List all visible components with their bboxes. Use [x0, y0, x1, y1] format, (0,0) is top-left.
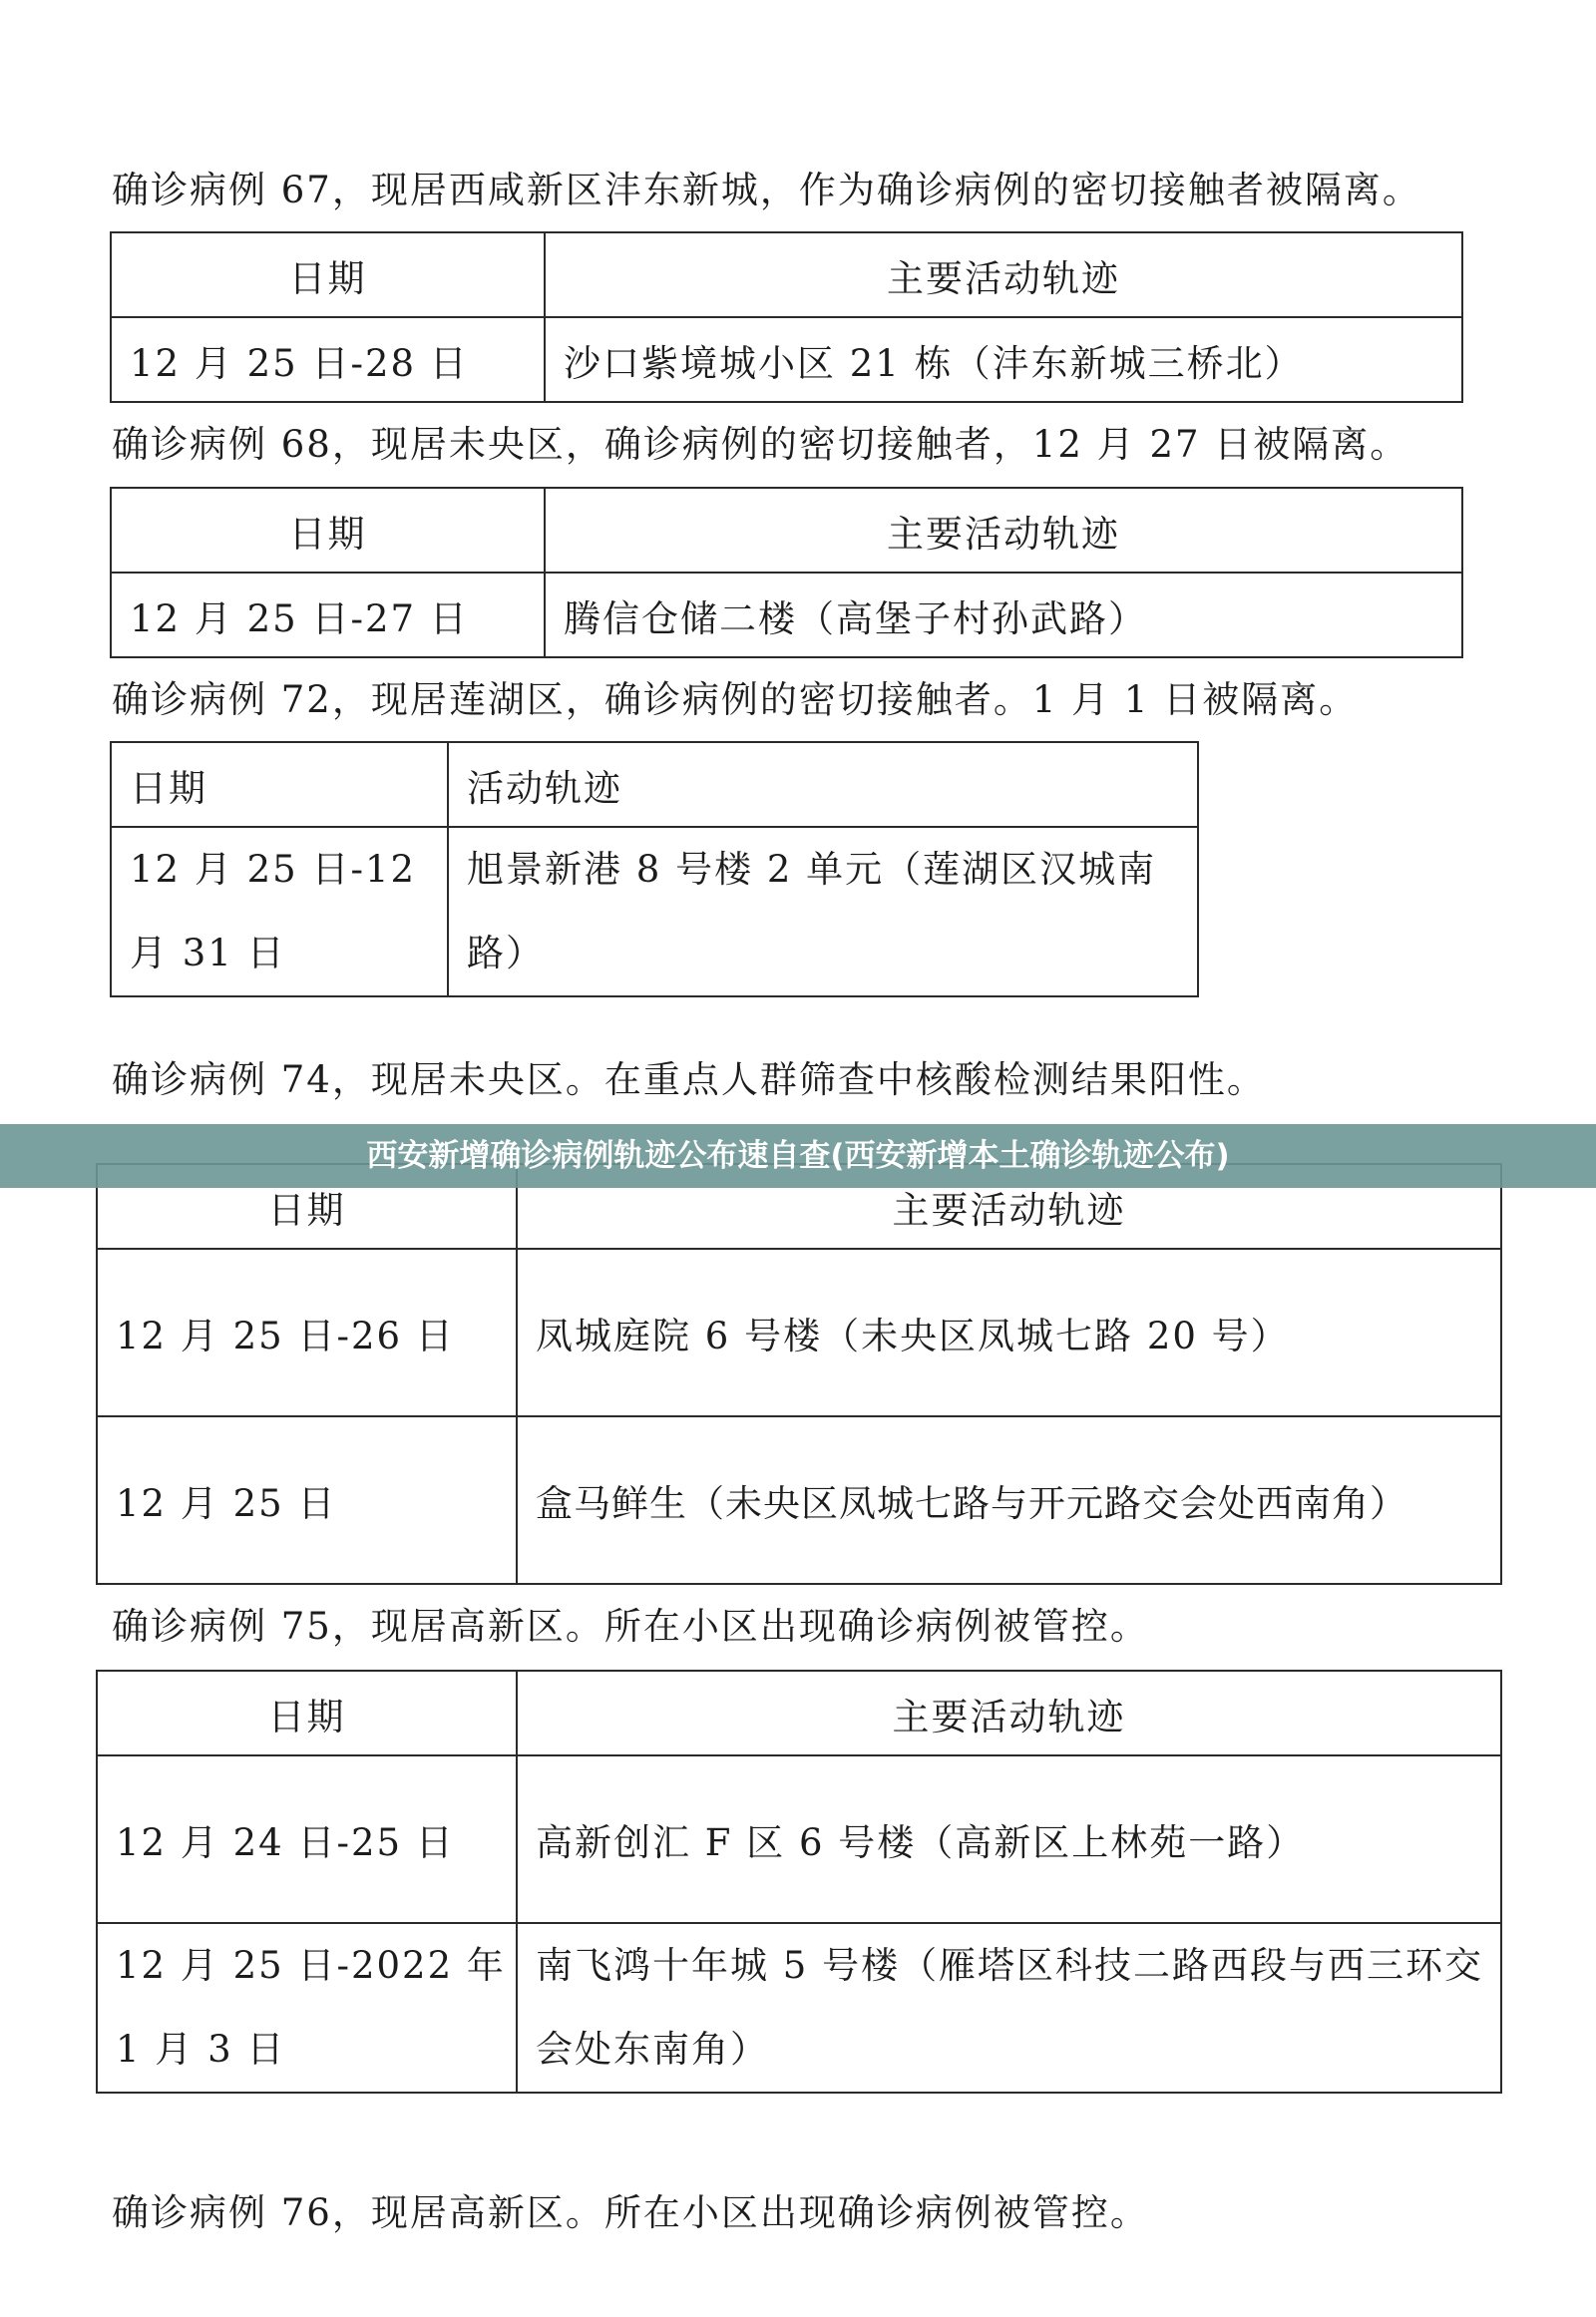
activity-cell: 高新创汇 F 区 6 号楼（高新区上林苑一路）: [517, 1755, 1501, 1923]
case-68-intro: 确诊病例 68，现居未央区，确诊病例的密切接触者，12 月 27 日被隔离。: [112, 423, 1409, 466]
date-cell: 12 月 25 日-26 日: [97, 1249, 517, 1416]
date-header: 日期: [111, 232, 545, 317]
activity-header: 主要活动轨迹: [545, 232, 1462, 317]
date-header: 日期: [111, 488, 545, 573]
activity-cell: 沙口紫境城小区 21 栋（沣东新城三桥北）: [545, 317, 1462, 402]
activity-header: 活动轨迹: [448, 742, 1198, 827]
activity-cell: 南飞鸿十年城 5 号楼（雁塔区科技二路西段与西三环交会处东南角）: [536, 1944, 1484, 2071]
activity-header: 主要活动轨迹: [545, 488, 1462, 573]
activity-cell: 盒马鲜生（未央区凤城七路与开元路交会处西南角）: [517, 1416, 1501, 1584]
case-67-table: [110, 231, 1463, 403]
activity-cell: 凤城庭院 6 号楼（未央区凤城七路 20 号）: [517, 1249, 1501, 1416]
table-row: [97, 1416, 1501, 1584]
date-cell: 12 月 25 日: [97, 1416, 517, 1584]
activity-cell: 腾信仓储二楼（高堡子村孙武路）: [545, 573, 1462, 657]
table-row: [97, 1249, 1501, 1416]
table-header-row: [111, 232, 1462, 317]
case-74-table: [96, 1163, 1502, 1585]
case-72-table: [110, 741, 1199, 997]
case-68-table: [110, 487, 1463, 658]
title-banner: 西安新增确诊病例轨迹公布速自查(西安新增本土确诊轨迹公布): [0, 1124, 1596, 1188]
date-header: 日期: [97, 1671, 517, 1755]
table-row: [97, 1755, 1501, 1923]
table-header-row: [111, 742, 1198, 827]
case-75-intro: 确诊病例 75，现居高新区。所在小区出现确诊病例被管控。: [112, 1605, 1149, 1648]
date-cell: 12 月 25 日-28 日: [111, 317, 545, 402]
activity-header: 主要活动轨迹: [517, 1671, 1501, 1755]
table-row: [111, 827, 1198, 996]
case-72-intro: 确诊病例 72，现居莲湖区，确诊病例的密切接触者。1 月 1 日被隔离。: [112, 678, 1359, 721]
table-header-row: [111, 488, 1462, 573]
table-row: [111, 573, 1462, 657]
case-74-intro: 确诊病例 74，现居未央区。在重点人群筛查中核酸检测结果阳性。: [112, 1058, 1266, 1101]
table-row: [111, 317, 1462, 402]
case-75-table: [96, 1670, 1502, 2094]
case-76-intro: 确诊病例 76，现居高新区。所在小区出现确诊病例被管控。: [112, 2191, 1149, 2234]
table-header-row: [97, 1671, 1501, 1755]
table-row: [97, 1923, 1501, 2093]
date-cell: 12 月 24 日-25 日: [97, 1755, 517, 1923]
date-header: 日期: [97, 1164, 517, 1249]
date-cell: 12 月 25 日-27 日: [111, 573, 545, 657]
activity-header: 主要活动轨迹: [517, 1164, 1501, 1249]
activity-cell: 旭景新港 8 号楼 2 单元（莲湖区汉城南路）: [467, 848, 1157, 974]
case-67-intro: 确诊病例 67，现居西咸新区沣东新城，作为确诊病例的密切接触者被隔离。: [112, 169, 1421, 211]
date-header: 日期: [111, 742, 448, 827]
date-cell: 12 月 25 日-2022 年 1 月 3 日: [116, 1944, 506, 2071]
date-cell: 12 月 25 日-12 月 31 日: [130, 848, 417, 974]
